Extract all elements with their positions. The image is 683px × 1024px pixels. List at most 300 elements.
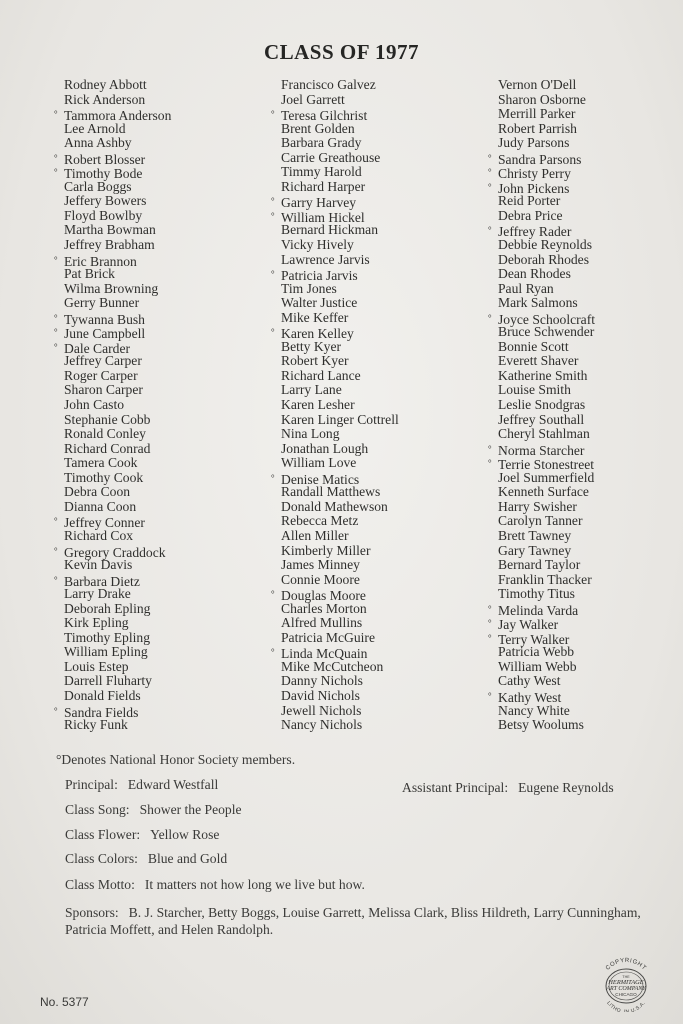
honor-society-mark: °	[488, 181, 492, 192]
student-name	[488, 311, 683, 326]
student-name	[54, 413, 269, 428]
honor-society-mark: °	[54, 545, 58, 556]
student-name	[271, 645, 491, 660]
student-name	[488, 660, 683, 675]
student-name-text: June Campbell	[64, 326, 146, 342]
student-name-text: Everett Shaver	[498, 353, 579, 369]
student-name	[488, 616, 683, 631]
student-name	[488, 427, 683, 442]
student-name	[54, 107, 269, 122]
student-name-text: James Minney	[281, 557, 360, 573]
student-name	[271, 427, 491, 442]
honor-society-mark: °	[271, 210, 275, 221]
student-name	[54, 122, 269, 137]
student-name	[488, 456, 683, 471]
student-name	[488, 558, 683, 573]
student-name	[54, 471, 269, 486]
student-name-text: Anna Ashby	[64, 135, 132, 151]
class-song-label: Class Song:	[65, 802, 130, 817]
student-name	[271, 485, 491, 500]
student-name	[54, 78, 269, 93]
student-name	[54, 369, 269, 384]
names-column-2	[271, 78, 491, 733]
student-name	[488, 573, 683, 588]
student-name-text: Robert Parrish	[498, 120, 577, 136]
student-name-text: Gary Tawney	[498, 542, 572, 558]
class-colors-label: Class Colors:	[65, 851, 138, 866]
student-name-text: Sharon Carper	[64, 382, 143, 398]
class-motto-line	[65, 877, 365, 893]
student-name-text: Allen Miller	[281, 527, 349, 543]
student-name	[271, 631, 491, 646]
student-name-text: Nina Long	[281, 426, 340, 442]
student-name	[488, 296, 683, 311]
principal-line	[65, 777, 218, 793]
student-name	[488, 180, 683, 195]
student-name-text: Danny Nichols	[281, 673, 363, 689]
student-name-text: Donald Mathewson	[281, 498, 388, 514]
student-name-text: Bernard Hickman	[281, 222, 379, 238]
student-name-text: Darrell Fluharty	[64, 673, 152, 689]
student-name	[271, 122, 491, 137]
student-name	[488, 485, 683, 500]
class-flower-label: Class Flower:	[65, 827, 141, 842]
page-title: CLASS OF 1977	[263, 40, 420, 64]
assistant-principal-line	[402, 780, 614, 796]
student-name	[488, 151, 683, 166]
student-name-text: Stephanie Cobb	[64, 411, 151, 427]
student-name-text: Tim Jones	[281, 280, 337, 296]
student-name-text: Judy Parsons	[498, 135, 570, 151]
student-name-text: Reid Porter	[498, 193, 561, 209]
student-name-text: Rodney Abbott	[64, 77, 147, 92]
honor-society-mark: °	[488, 618, 492, 629]
svg-text:COPYRIGHT	[605, 958, 647, 972]
student-name	[54, 180, 269, 195]
student-name	[271, 369, 491, 384]
student-name	[488, 544, 683, 559]
student-name-text: Jeffrey Conner	[64, 515, 145, 531]
student-name	[271, 194, 491, 209]
honor-society-mark: °	[271, 327, 275, 338]
student-name	[54, 602, 269, 617]
copyright-seal-icon	[596, 956, 656, 1012]
student-name	[54, 136, 269, 151]
student-name-text: Kathy West	[498, 689, 562, 705]
student-name-text: Terry Walker	[498, 631, 570, 647]
student-name	[54, 427, 269, 442]
student-name	[488, 602, 683, 617]
student-name-text: Patricia Webb	[498, 644, 575, 660]
student-name	[271, 558, 491, 573]
student-name-text: David Nichols	[281, 687, 360, 703]
student-name	[271, 325, 491, 340]
student-name	[488, 122, 683, 137]
class-motto-label: Class Motto:	[65, 877, 135, 892]
student-name	[488, 238, 683, 253]
student-name-text: Jeffrey Southall	[498, 411, 585, 427]
student-name	[54, 674, 269, 689]
student-name	[54, 383, 269, 398]
student-name	[271, 514, 491, 529]
student-name-text: Garry Harvey	[281, 195, 357, 211]
student-name	[271, 354, 491, 369]
student-name	[271, 78, 491, 93]
student-name-text: William Love	[281, 455, 357, 471]
student-name	[54, 660, 269, 675]
student-name	[271, 180, 491, 195]
student-name-text: Karen Linger Cottrell	[281, 411, 399, 427]
student-name-text: Cathy West	[498, 673, 561, 689]
student-name-text: Timothy Bode	[64, 166, 143, 182]
student-name-text: Deborah Epling	[64, 600, 151, 616]
student-name-text: Jewell Nichols	[281, 702, 362, 718]
student-name	[271, 500, 491, 515]
student-name	[271, 93, 491, 108]
honor-society-mark: °	[271, 647, 275, 658]
honor-society-mark: °	[54, 167, 58, 178]
student-name	[54, 718, 269, 733]
student-name	[54, 165, 269, 180]
honor-society-mark: °	[54, 705, 58, 716]
student-name-text: Donald Fields	[64, 687, 141, 703]
class-colors-line	[65, 851, 227, 867]
principal-name: Edward Westfall	[127, 777, 219, 792]
student-name-text: Brett Tawney	[498, 527, 572, 543]
student-name-text: Kimberly Miller	[281, 542, 371, 558]
student-name-text: Louise Smith	[498, 382, 571, 398]
student-name	[54, 573, 269, 588]
student-name-text: Francisco Galvez	[281, 77, 376, 92]
student-name-text: Joel Garrett	[281, 91, 345, 107]
student-name	[54, 529, 269, 544]
student-name-text: Harry Swisher	[498, 498, 577, 514]
honor-society-mark: °	[271, 269, 275, 280]
student-name-text: Mike Keffer	[281, 309, 349, 325]
student-name-text: Teresa Gilchrist	[281, 108, 368, 124]
student-name	[271, 573, 491, 588]
student-name	[54, 514, 269, 529]
student-name	[271, 383, 491, 398]
honor-society-mark: °	[271, 109, 275, 120]
student-name	[488, 107, 683, 122]
student-name-text: Larry Drake	[64, 586, 131, 602]
seal-line-2: HERMITAGE	[608, 979, 644, 986]
student-name-text: Katherine Smith	[498, 367, 588, 383]
student-name-text: Alfred Mullins	[281, 615, 363, 631]
class-flower: Yellow Rose	[150, 827, 220, 842]
student-name	[54, 704, 269, 719]
honor-society-mark: °	[488, 167, 492, 178]
sponsors-label: Sponsors:	[65, 905, 119, 920]
student-name-text: Eric Brannon	[64, 253, 137, 269]
class-flower-line	[65, 827, 219, 843]
student-name-text: Betsy Woolums	[498, 717, 584, 733]
student-name-text: Wilma Browning	[64, 280, 159, 296]
student-name-text: Debra Coon	[64, 484, 131, 500]
student-name-text: Richard Conrad	[64, 440, 151, 456]
student-name-text: Timothy Titus	[498, 586, 575, 602]
student-name-text: Paul Ryan	[498, 280, 554, 296]
honor-society-mark: °	[488, 632, 492, 643]
honor-society-note: °Denotes National Honor Society members.	[56, 752, 296, 767]
honor-society-mark: °	[488, 312, 492, 323]
student-name	[54, 267, 269, 282]
honor-society-mark: °	[54, 574, 58, 585]
student-name	[488, 253, 683, 268]
student-name	[488, 165, 683, 180]
student-name	[271, 456, 491, 471]
student-name-text: Mike McCutcheon	[281, 658, 384, 674]
student-name	[488, 631, 683, 646]
student-name	[54, 616, 269, 631]
student-name-text: Ronald Conley	[64, 426, 146, 442]
student-name-text: Leslie Snodgras	[498, 397, 586, 413]
honor-society-mark: °	[271, 589, 275, 600]
class-motto: It matters not how long we live but how.	[144, 877, 365, 892]
student-name	[488, 136, 683, 151]
student-name	[271, 253, 491, 268]
student-name-text: Norma Starcher	[498, 442, 585, 458]
student-name-text: Roger Carper	[64, 367, 138, 383]
seal-top-text: COPYRIGHT	[604, 957, 648, 972]
student-name	[54, 223, 269, 238]
student-name	[271, 107, 491, 122]
honor-society-mark: °	[488, 690, 492, 701]
student-name-text: Tammora Anderson	[64, 108, 172, 124]
student-name	[54, 311, 269, 326]
student-name-text: Lee Arnold	[64, 120, 126, 136]
student-name-text: Richard Lance	[281, 367, 361, 383]
student-name	[54, 253, 269, 268]
student-name	[271, 311, 491, 326]
seal-line-3: ART COMPANY	[606, 986, 646, 992]
student-name	[488, 223, 683, 238]
student-name-text: Walter Justice	[281, 295, 358, 311]
student-name-text: Vicky Hively	[281, 237, 354, 253]
student-name	[271, 209, 491, 224]
student-name	[488, 514, 683, 529]
student-name-text: Pat Brick	[64, 266, 115, 282]
student-name-text: Louis Estep	[64, 658, 129, 674]
student-name-text: Barbara Grady	[281, 135, 362, 151]
student-name-text: Gerry Bunner	[64, 295, 140, 311]
student-name	[54, 398, 269, 413]
student-name	[488, 413, 683, 428]
student-name-text: Martha Bowman	[64, 222, 156, 238]
class-colors: Blue and Gold	[147, 851, 228, 866]
seal-line-4: CHICAGO	[615, 992, 637, 997]
student-name-text: Melinda Varda	[498, 602, 579, 618]
student-name	[54, 689, 269, 704]
student-name-text: Linda McQuain	[281, 646, 368, 662]
student-name-text: Robert Kyer	[281, 353, 349, 369]
student-name-text: Ricky Funk	[64, 717, 128, 733]
student-name-text: Kenneth Surface	[498, 484, 589, 500]
student-name	[271, 136, 491, 151]
student-name	[54, 544, 269, 559]
student-name-text: Patricia McGuire	[281, 629, 375, 645]
student-name	[54, 558, 269, 573]
student-name-text: Christy Perry	[498, 166, 571, 182]
seal-line-1: THE	[622, 975, 630, 979]
student-name	[271, 660, 491, 675]
student-name-text: John Pickens	[498, 180, 570, 196]
student-name-text: Dianna Coon	[64, 498, 137, 514]
honor-society-mark: °	[488, 225, 492, 236]
student-name-text: John Casto	[64, 397, 125, 413]
student-name	[271, 718, 491, 733]
student-name	[54, 354, 269, 369]
student-name-text: Dale Carder	[64, 340, 131, 356]
student-name	[54, 485, 269, 500]
student-name-text: Tamera Cook	[64, 455, 138, 471]
student-name-text: Connie Moore	[281, 571, 360, 587]
student-name-text: Jeffery Bowers	[64, 193, 147, 209]
student-name	[488, 645, 683, 660]
names-column-3	[488, 78, 683, 733]
student-name	[488, 93, 683, 108]
student-name	[54, 500, 269, 515]
student-name	[488, 282, 683, 297]
student-name	[54, 151, 269, 166]
student-name-text: Charles Morton	[281, 600, 367, 616]
student-name	[488, 209, 683, 224]
student-name-text: Cheryl Stahlman	[498, 426, 590, 442]
student-name-text: Bruce Schwender	[498, 324, 595, 340]
student-name-text: Gregory Craddock	[64, 544, 166, 560]
svg-text:LITHO. IN U.S.A.	[605, 1000, 647, 1012]
student-name-text: Richard Cox	[64, 527, 134, 543]
assistant-principal-label: Assistant Principal:	[402, 780, 509, 795]
student-name	[271, 296, 491, 311]
student-name-text: Floyd Bowlby	[64, 207, 143, 223]
student-name-text: Debra Price	[498, 207, 563, 223]
student-name-text: Bernard Taylor	[498, 557, 581, 573]
student-name-text: Jeffrey Brabham	[64, 237, 155, 253]
student-name-text: Timmy Harold	[281, 164, 362, 180]
student-name	[488, 587, 683, 602]
student-name	[488, 78, 683, 93]
student-name-text: Debbie Reynolds	[498, 237, 593, 253]
student-name-text: Jeffrey Rader	[498, 224, 572, 240]
student-name	[271, 471, 491, 486]
student-name-text: Carla Boggs	[64, 178, 132, 194]
student-name	[54, 645, 269, 660]
student-name-text: Vernon O'Dell	[498, 77, 577, 92]
student-name	[488, 718, 683, 733]
student-name	[271, 398, 491, 413]
student-name-text: Kirk Epling	[64, 615, 129, 631]
student-name-text: Merrill Parker	[498, 106, 576, 122]
student-name	[488, 529, 683, 544]
student-name-text: Joel Summerfield	[498, 469, 595, 485]
student-name	[488, 442, 683, 457]
student-name-text: Deborah Rhodes	[498, 251, 589, 267]
student-name-text: Carrie Greathouse	[281, 149, 381, 165]
student-name-text: Timothy Cook	[64, 469, 144, 485]
student-name	[271, 674, 491, 689]
student-name	[54, 282, 269, 297]
student-name	[488, 340, 683, 355]
student-name	[488, 194, 683, 209]
student-name-text: Sandra Parsons	[498, 151, 582, 167]
student-name-text: Denise Matics	[281, 471, 360, 487]
student-name	[271, 704, 491, 719]
student-name-text: Joyce Schoolcraft	[498, 311, 596, 327]
honor-society-mark: °	[54, 109, 58, 120]
honor-society-mark: °	[488, 603, 492, 614]
student-name-text: Jeffrey Carper	[64, 353, 142, 369]
student-name	[488, 383, 683, 398]
student-name-text: Barbara Dietz	[64, 573, 140, 589]
student-name	[488, 471, 683, 486]
student-name	[271, 151, 491, 166]
names-column-1	[54, 78, 269, 733]
honor-society-mark: °	[271, 196, 275, 207]
student-name-text: Betty Kyer	[281, 338, 342, 354]
student-name	[271, 267, 491, 282]
student-name	[54, 325, 269, 340]
student-name-text: Patricia Jarvis	[281, 268, 358, 284]
student-name	[54, 587, 269, 602]
assistant-principal-name: Eugene Reynolds	[518, 780, 614, 795]
honor-society-mark: °	[488, 152, 492, 163]
student-name	[271, 223, 491, 238]
student-name	[271, 602, 491, 617]
student-name-text: Lawrence Jarvis	[281, 251, 370, 267]
student-name	[271, 165, 491, 180]
student-name-text: Terrie Stonestreet	[498, 457, 595, 473]
student-name-text: Nancy White	[498, 702, 570, 718]
student-name-text: Karen Lesher	[281, 397, 355, 413]
student-name	[271, 340, 491, 355]
student-name-text: Mark Salmons	[498, 295, 578, 311]
student-name	[488, 704, 683, 719]
student-name-text: Rebecca Metz	[281, 513, 359, 529]
student-name	[54, 340, 269, 355]
student-name	[54, 296, 269, 311]
honor-society-mark: °	[54, 516, 58, 527]
student-name	[488, 325, 683, 340]
form-number: No. 5377	[40, 995, 89, 1009]
student-name	[271, 616, 491, 631]
honor-society-mark: °	[54, 254, 58, 265]
honor-society-mark: °	[54, 327, 58, 338]
student-name	[271, 442, 491, 457]
student-name	[54, 631, 269, 646]
student-name-text: Kevin Davis	[64, 557, 133, 573]
student-name	[271, 529, 491, 544]
student-name	[488, 674, 683, 689]
student-name	[488, 267, 683, 282]
student-name-text: Douglas Moore	[281, 588, 366, 604]
honor-society-mark: °	[54, 312, 58, 323]
student-name-text: Jay Walker	[498, 617, 559, 633]
student-name	[488, 689, 683, 704]
student-name-text: Timothy Epling	[64, 629, 150, 645]
student-name	[54, 238, 269, 253]
student-name-text: William Hickel	[281, 209, 365, 225]
student-name	[488, 369, 683, 384]
student-name-text: William Webb	[498, 658, 577, 674]
student-name-text: Rick Anderson	[64, 91, 146, 107]
honor-society-mark: °	[54, 152, 58, 163]
student-name	[54, 209, 269, 224]
student-name	[271, 587, 491, 602]
student-name	[271, 413, 491, 428]
principal-label: Principal:	[65, 777, 118, 792]
